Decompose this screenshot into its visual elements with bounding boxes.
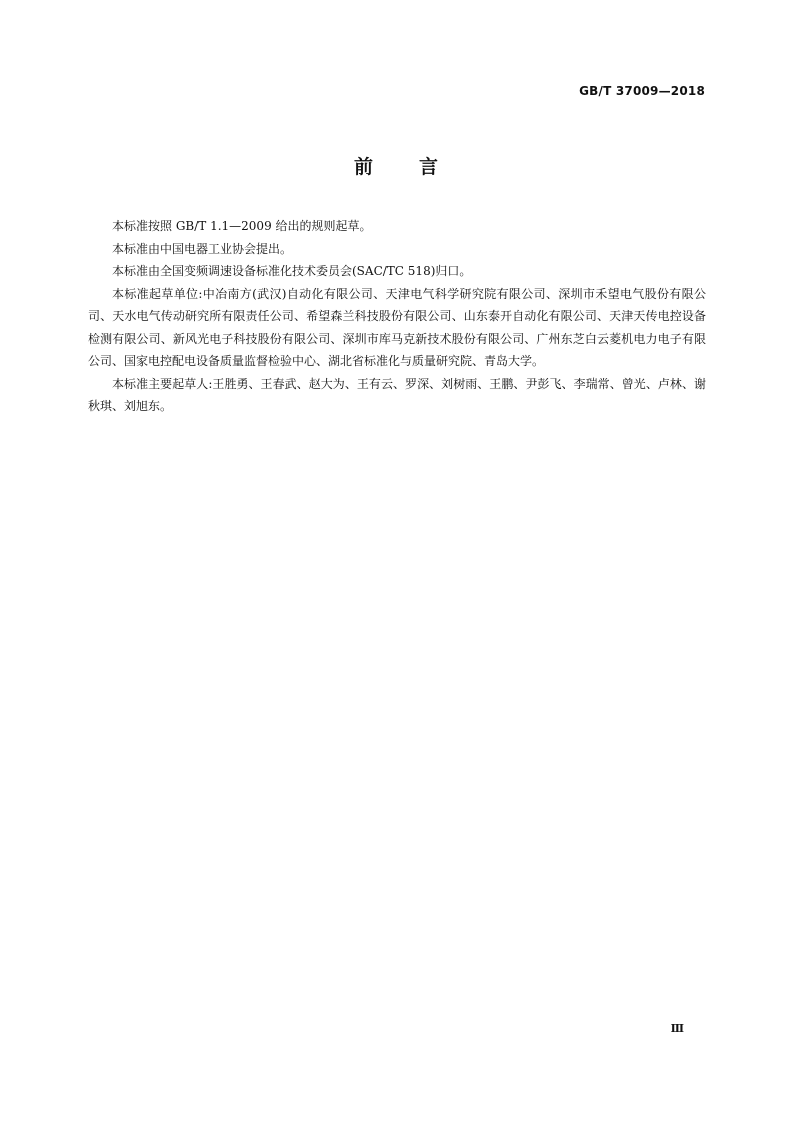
- paragraph-drafting-rules: 本标准按照 GB/T 1.1—2009 给出的规则起草。: [112, 219, 372, 233]
- page-title-part1: 前: [353, 156, 375, 178]
- page-title: [0, 152, 794, 179]
- foreword-body: [88, 215, 706, 418]
- paragraph-proposer: 本标准由中国电器工业协会提出。: [112, 241, 293, 256]
- paragraph-committee: 本标准由全国变频调速设备标准化技术委员会(SAC/TC 518)归口。: [112, 264, 472, 278]
- standard-code: GB/T 37009—2018: [579, 84, 705, 98]
- page-title-part2: 言: [419, 156, 441, 178]
- paragraph-drafting-units: 本标准起草单位:中冶南方(武汉)自动化有限公司、天津电气科学研究院有限公司、深圳市禾望电气股份有限公司、天水电气传动研究所有限责任公司、希望森兰科技股份有限公司、山东泰开自动化有限公司、天津天传电控设备检测有限公司、新风光电子科技股份有限公司、深圳市库马克新技术股份有限公司、广州东芝白云菱机电力电子有限公司、国家电控配电设备质量监督检验中心、湖北省标准化与质量研究院、青岛大学。: [88, 286, 706, 368]
- paragraph-drafters: 本标准主要起草人:王胜勇、王春武、赵大为、王有云、罗深、刘树雨、王鹏、尹彭飞、李瑞常、曾光、卢林、谢秋琪、刘旭东。: [88, 376, 706, 413]
- page-number: Ⅲ: [670, 1022, 684, 1035]
